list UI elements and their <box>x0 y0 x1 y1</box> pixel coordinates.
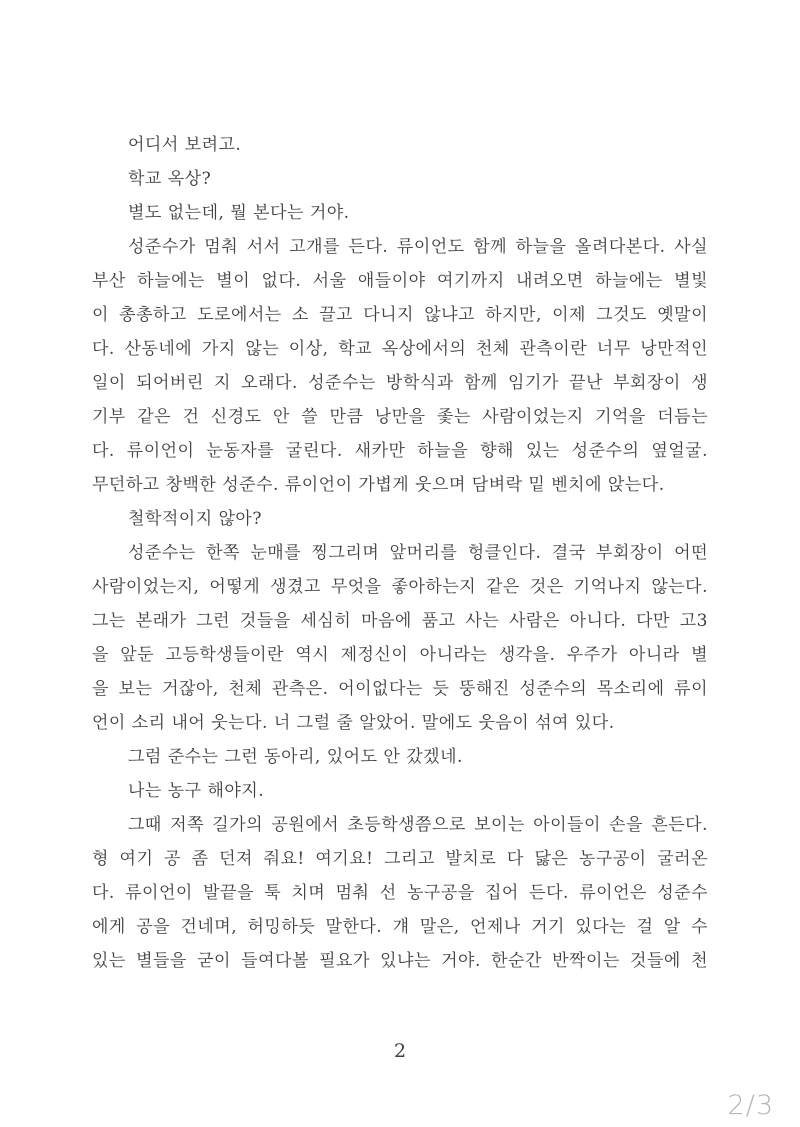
text-line: 다. 류이언이 발끝을 툭 치며 멈춰 선 농구공을 집어 든다. 류이언은 성준수 <box>92 883 708 903</box>
text-line: 일이 되어버린 지 오래다. 성준수는 방학식과 함께 임기가 끝난 부회장이 생 <box>92 373 708 393</box>
text-line: 나는 농구 해야지. <box>128 781 265 801</box>
text-line: 다. 산동네에 가지 않는 이상, 학교 옥상에서의 천체 관측이란 너무 낭만적인 <box>92 339 708 359</box>
text-line: 그는 본래가 그런 것들을 세심히 마음에 품고 사는 사람은 아니다. 다만 고3 <box>92 611 708 631</box>
page-number: 2 <box>393 1040 407 1062</box>
text-line: 을 보는 거잖아, 천체 관측은. 어이없다는 듯 뚱해진 성준수의 목소리에 류이 <box>92 679 708 699</box>
text-line: 사람이었는지, 어떻게 생겼고 무엇을 좋아하는지 같은 것은 기억나지 않는다. <box>92 577 708 597</box>
text-line: 다. 류이언이 눈동자를 굴린다. 새카만 하늘을 향해 있는 성준수의 옆얼굴. <box>92 441 708 461</box>
page-progress-indicator: 2/3 <box>727 1090 774 1121</box>
text-line: 에게 공을 건네며, 허밍하듯 말한다. 걔 말은, 언제나 거기 있다는 걸 알 수 <box>92 917 708 937</box>
text-line: 부산 하늘에는 별이 없다. 서울 애들이야 여기까지 내려오면 하늘에는 별빛 <box>92 271 708 291</box>
text-line: 어디서 보려고. <box>128 135 242 155</box>
text-line: 학교 옥상? <box>128 169 212 189</box>
text-line: 이 총총하고 도로에서는 소 끌고 다니지 않냐고 하지만, 이제 그것도 옛말이 <box>92 305 708 325</box>
text-line: 형 여기 공 좀 던져 줘요! 여기요! 그리고 발치로 다 닳은 농구공이 굴러온 <box>92 849 708 869</box>
text-line: 무던하고 창백한 성준수. 류이언이 가볍게 웃으며 담벼락 밑 벤치에 앉는다. <box>92 475 665 495</box>
text-line: 을 앞둔 고등학생들이란 역시 제정신이 아니라는 생각을. 우주가 아니라 별 <box>92 645 708 665</box>
text-line: 별도 없는데, 뭘 본다는 거야. <box>128 203 350 223</box>
text-line: 성준수가 멈춰 서서 고개를 든다. 류이언도 함께 하늘을 올려다본다. 사실 <box>128 237 708 257</box>
text-line: 기부 같은 건 신경도 안 쓸 만큼 낭만을 좇는 사람이었는지 기억을 더듬는 <box>92 407 708 427</box>
text-line: 철학적이지 않아? <box>128 509 262 529</box>
text-line: 그때 저쪽 길가의 공원에서 초등학생쯤으로 보이는 아이들이 손을 흔든다. <box>128 815 708 835</box>
text-line: 언이 소리 내어 웃는다. 너 그럴 줄 알았어. 말에도 웃음이 섞여 있다. <box>92 713 615 733</box>
novel-text-block <box>92 128 708 978</box>
text-line: 성준수는 한쪽 눈매를 찡그리며 앞머리를 헝클인다. 결국 부회장이 어떤 <box>128 543 708 563</box>
text-line: 그럼 준수는 그런 동아리, 있어도 안 갔겠네. <box>128 747 463 767</box>
text-line: 있는 별들을 굳이 들여다볼 필요가 있냐는 거야. 한순간 반짝이는 것들에 천 <box>92 951 708 971</box>
